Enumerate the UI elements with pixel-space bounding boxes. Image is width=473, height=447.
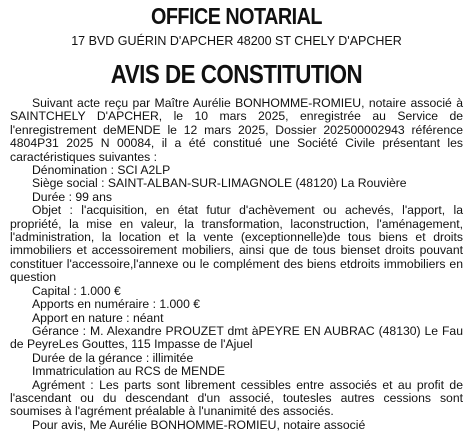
agrement-paragraph: Agrément : Les parts sont librement cessibles entre associés et au profit de l'ascendant ou du descendant d'un associé, toutesles autres cessions sont soumises à l'agrément préalable à l'unanimité des associés. [10,377,463,419]
siege-line: Siège social : SAINT-ALBAN-SUR-LIMAGNOLE (48120) La Rouvière [32,176,407,191]
office-address: 17 BVD GUÉRIN D'APCHER 48200 ST CHELY D'APCHER [71,34,402,48]
immatriculation-line: Immatriculation au RCS de MENDE [32,364,226,379]
objet-paragraph: Objet : l'acquisition, en état futur d'achèvement ou achevés, l'apport, la propriété, la mise en valeur, la transformation, laconstruction, l'aménagement, l'administration, la location et la vente (exceptionnelle)de tous biens et droits immobiliers et accessoirement mobiliers, ainsi que de tous bienset droits pouvant constituer l'accessoire,l'annexe ou le complément des biens etdroits immobiliers en question [10,203,463,285]
signature-line: Pour avis, Me Aurélie BONHOMME-ROMIEU, notaire associé [32,417,366,432]
capital-line: Capital : 1.000 € [32,283,121,298]
denomination-line: Dénomination : SCI A2LP [32,163,171,178]
duree-gerance-line: Durée de la gérance : illimitée [32,350,194,365]
notice-page [0,3,473,447]
apport-nature-line: Apport en nature : néant [32,310,164,325]
notice-title: AVIS DE CONSTITUTION [110,59,363,89]
duree-line: Durée : 99 ans [32,189,112,204]
intro-paragraph: Suivant acte reçu par Maître Aurélie BONHOMME-ROMIEU, notaire associé à SAINTCHELY D'APCHER, le 10 mars 2025, enregistrée au Service de l'enregistrement deMENDE le 12 mars 2025, Dossier 202500002943 référence 4804P31 2025 N 00084, il a été constitué une Société Civile présentant les caractéristiques suivantes : [10,96,463,164]
office-title: OFFICE NOTARIAL [150,3,323,29]
notice-body [10,97,463,432]
gerance-paragraph: Gérance : M. Alexandre PROUZET dmt àPEYRE EN AUBRAC (48130) Le Fau de PeyreLes Gouttes, 115 Impasse de l'Ajuel [10,323,463,352]
apports-numeraire-line: Apports en numéraire : 1.000 € [32,297,201,312]
